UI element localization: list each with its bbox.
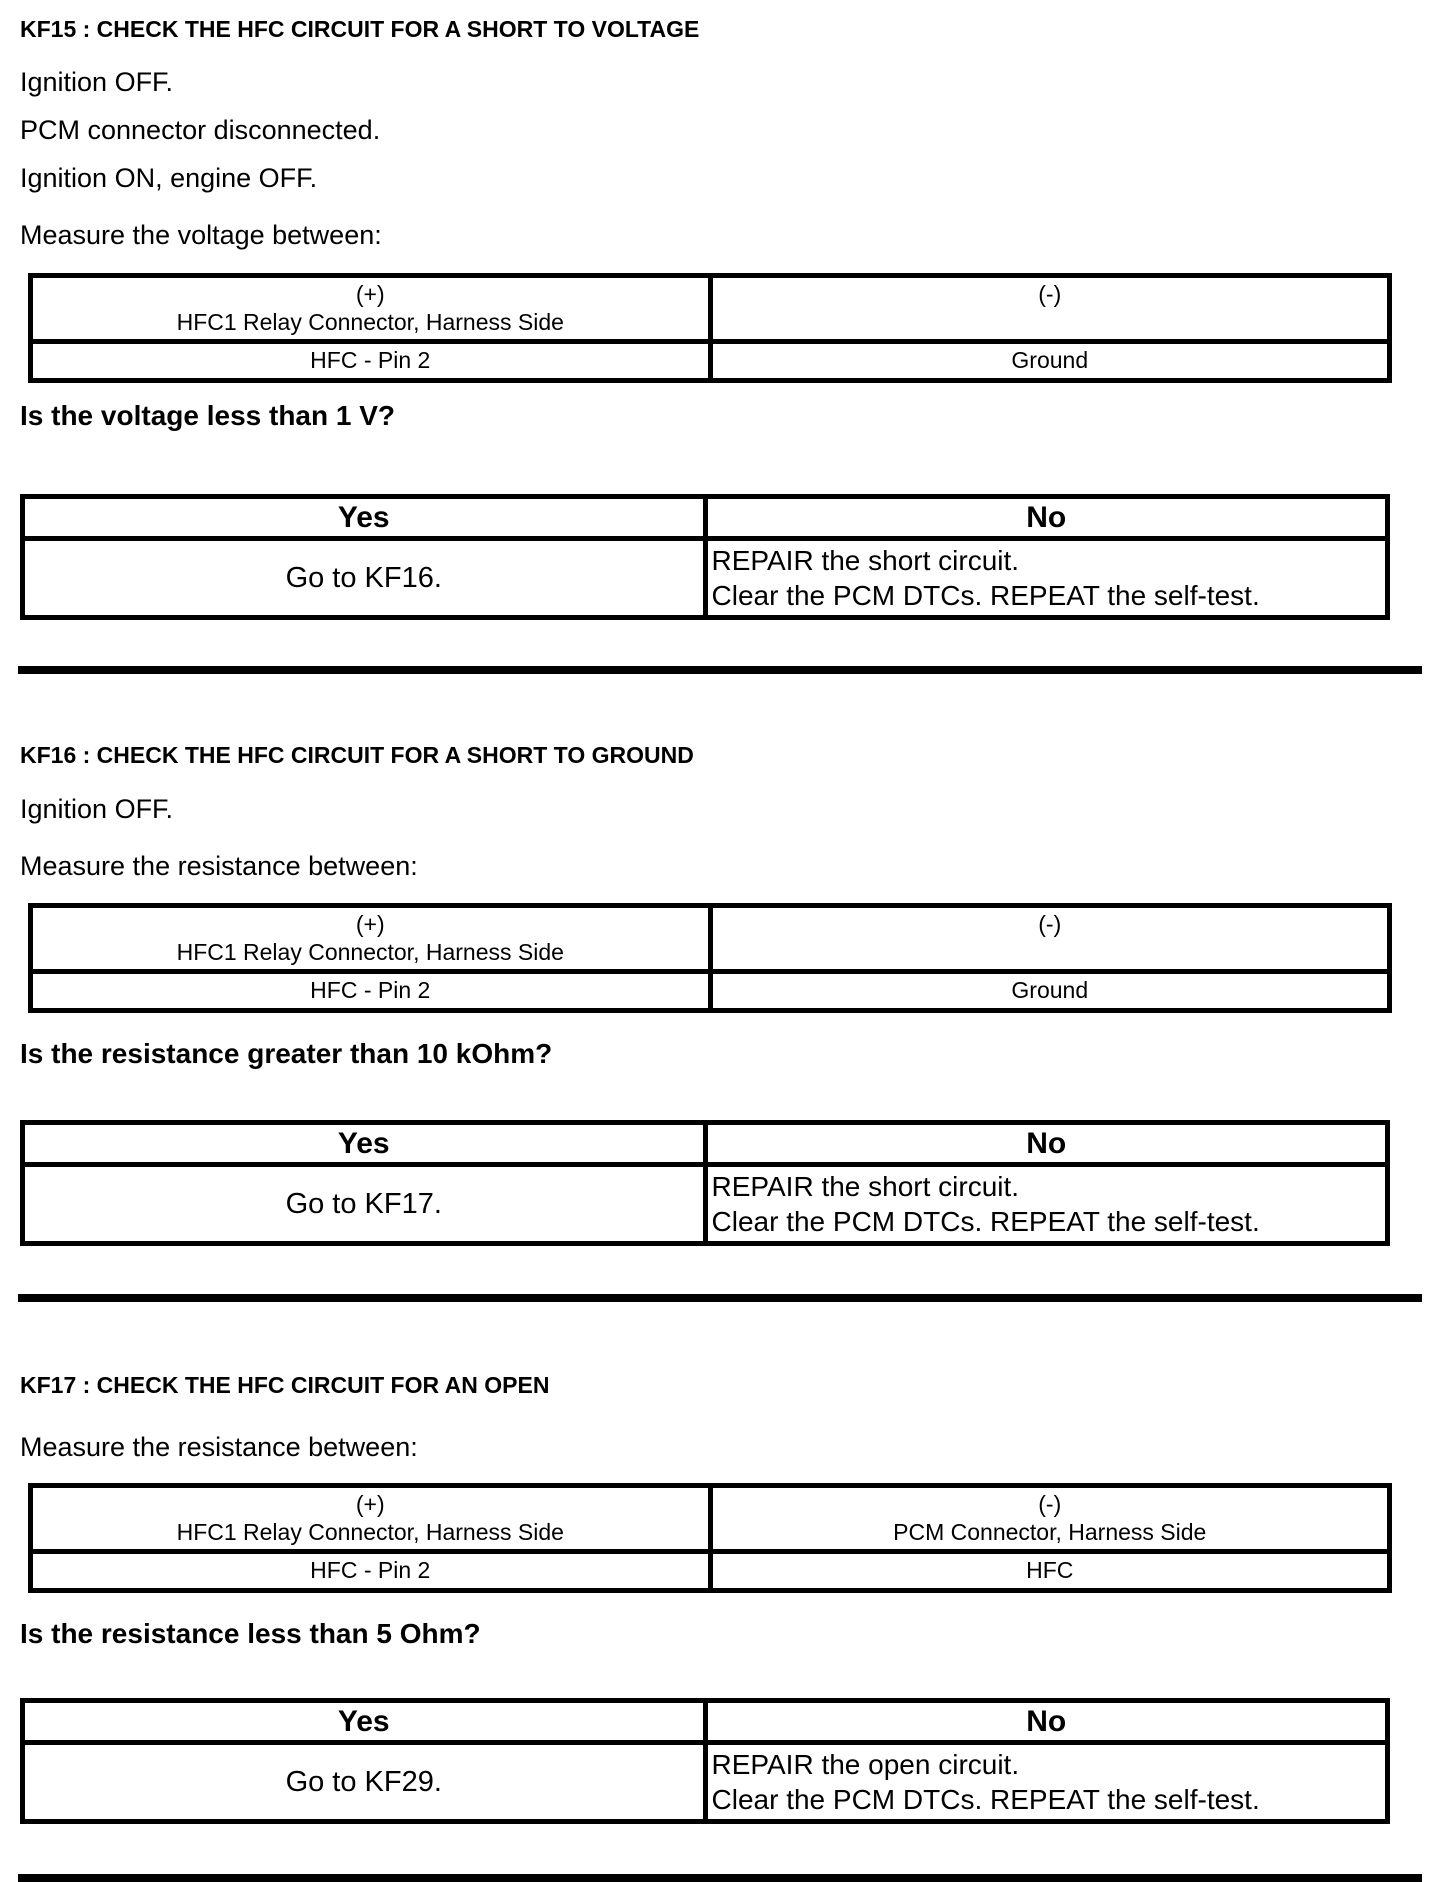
procedure-step: Ignition OFF. — [20, 794, 174, 825]
no-action-cell — [705, 1743, 1388, 1822]
connector-label: HFC1 Relay Connector, Harness Side — [176, 938, 564, 965]
pinpoint-test-kf16 — [20, 742, 1420, 1302]
no-header-cell: No — [705, 1123, 1388, 1165]
connector-label: PCM Connector, Harness Side — [893, 1519, 1207, 1546]
decision-question: Is the resistance less than 5 Ohm? — [20, 1617, 481, 1649]
procedure-step: Ignition OFF. — [20, 66, 174, 97]
table-row — [31, 342, 1390, 381]
decision-table — [20, 1698, 1390, 1824]
negative-header-cell — [710, 905, 1390, 971]
polarity-label: (+) — [355, 281, 385, 308]
positive-point-cell: HFC - Pin 2 — [31, 1552, 711, 1591]
table-row — [31, 1552, 1390, 1591]
polarity-label: (-) — [1038, 910, 1062, 937]
measurement-points-table — [28, 903, 1392, 1013]
yes-header-cell: Yes — [23, 497, 706, 539]
yes-header-cell: Yes — [23, 1701, 706, 1743]
measurement-points-table — [28, 1483, 1392, 1593]
table-header-row — [31, 1486, 1390, 1552]
table-header-row — [23, 1701, 1388, 1743]
section-divider — [18, 1294, 1422, 1302]
positive-header-cell — [31, 905, 711, 971]
pinpoint-test-kf15 — [20, 16, 1420, 674]
no-action-line: Clear the PCM DTCs. REPEAT the self-test. — [711, 580, 1260, 612]
measurement-points-table — [28, 273, 1392, 383]
yes-action-cell: Go to KF17. — [23, 1165, 706, 1244]
section-title: KF17 : CHECK THE HFC CIRCUIT FOR AN OPEN — [20, 1372, 550, 1399]
negative-point-cell: HFC — [710, 1552, 1390, 1591]
pinpoint-test-kf17 — [20, 1372, 1420, 1882]
section-title: KF16 : CHECK THE HFC CIRCUIT FOR A SHORT TO GROUND — [20, 742, 694, 769]
section-divider — [18, 1874, 1422, 1882]
positive-header-cell — [31, 1486, 711, 1552]
no-header-cell: No — [705, 1701, 1388, 1743]
no-action-line: Clear the PCM DTCs. REPEAT the self-test. — [711, 1206, 1260, 1238]
polarity-label: (+) — [355, 1491, 385, 1518]
no-action-cell — [705, 1165, 1388, 1244]
polarity-label: (+) — [355, 910, 385, 937]
no-action-line: REPAIR the short circuit. — [711, 1171, 1020, 1203]
table-row — [23, 1165, 1388, 1244]
table-row — [23, 1743, 1388, 1822]
table-header-row — [31, 905, 1390, 971]
positive-point-cell: HFC - Pin 2 — [31, 342, 711, 381]
negative-header-cell — [710, 276, 1390, 342]
negative-point-cell: Ground — [710, 971, 1390, 1010]
procedure-step: Measure the resistance between: — [20, 1431, 418, 1462]
table-header-row — [31, 276, 1390, 342]
no-action-line: REPAIR the short circuit. — [711, 545, 1020, 577]
table-header-row — [23, 497, 1388, 539]
connector-label: HFC1 Relay Connector, Harness Side — [176, 309, 564, 336]
polarity-label: (-) — [1038, 1491, 1062, 1518]
section-divider — [18, 666, 1422, 674]
no-header-cell: No — [705, 497, 1388, 539]
no-action-cell — [705, 539, 1388, 618]
yes-action-cell: Go to KF16. — [23, 539, 706, 618]
negative-point-cell: Ground — [710, 342, 1390, 381]
procedure-step: PCM connector disconnected. — [20, 114, 381, 145]
procedure-step: Measure the resistance between: — [20, 851, 418, 882]
section-title: KF15 : CHECK THE HFC CIRCUIT FOR A SHORT TO VOLTAGE — [20, 16, 700, 42]
positive-point-cell: HFC - Pin 2 — [31, 971, 711, 1010]
yes-header-cell: Yes — [23, 1123, 706, 1165]
decision-table — [20, 494, 1390, 620]
no-action-line: Clear the PCM DTCs. REPEAT the self-test. — [711, 1784, 1260, 1816]
decision-table — [20, 1120, 1390, 1246]
polarity-label: (-) — [1038, 281, 1062, 308]
table-row — [23, 539, 1388, 618]
decision-question: Is the voltage less than 1 V? — [20, 399, 396, 431]
table-row — [31, 971, 1390, 1010]
decision-question: Is the resistance greater than 10 kOhm? — [20, 1037, 553, 1069]
yes-action-cell: Go to KF29. — [23, 1743, 706, 1822]
positive-header-cell — [31, 276, 711, 342]
negative-header-cell — [710, 1486, 1390, 1552]
procedure-step: Measure the voltage between: — [20, 219, 382, 250]
procedure-step: Ignition ON, engine OFF. — [20, 163, 318, 194]
connector-label: HFC1 Relay Connector, Harness Side — [176, 1519, 564, 1546]
table-header-row — [23, 1123, 1388, 1165]
no-action-line: REPAIR the open circuit. — [711, 1749, 1020, 1781]
